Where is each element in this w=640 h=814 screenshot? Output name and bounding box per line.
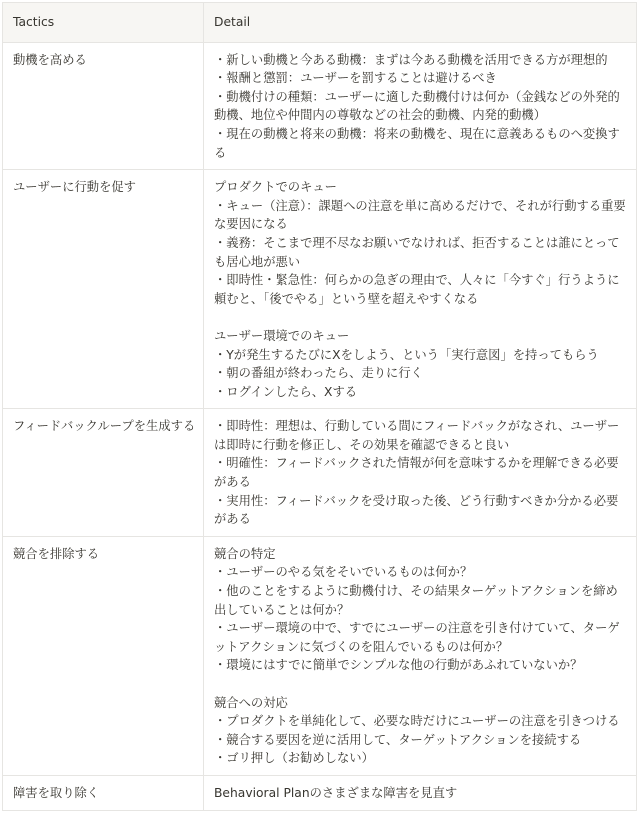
detail-line: ・ユーザー環境の中で、すでにユーザーの注意を引き付けていて、ターゲットアクションに気づくのを阻んでいるものは何か？ bbox=[214, 621, 620, 654]
detail-cell bbox=[204, 536, 637, 775]
table-row bbox=[3, 42, 637, 170]
detail-spacer bbox=[214, 675, 628, 694]
detail-cell bbox=[204, 775, 637, 810]
tactic-cell: フィードバックループを生成する bbox=[3, 409, 204, 537]
tactic-cell: 障害を取り除く bbox=[3, 775, 204, 810]
tactic-cell: 動機を高める bbox=[3, 42, 204, 170]
detail-line: ・即時性：理想は、行動している間にフィードバックがなされ、ユーザーは即時に行動を修正し、その効果を確認できると良い bbox=[214, 419, 620, 452]
header-tactics: Tactics bbox=[3, 3, 204, 43]
detail-line: ・ゴリ押し（お勧めしない） bbox=[214, 751, 374, 766]
detail-line: ・ログインしたら、Xする bbox=[214, 384, 358, 399]
detail-line: ・新しい動機と今ある動機：まずは今ある動機を活用できる方が理想的 bbox=[214, 52, 608, 67]
detail-spacer bbox=[214, 308, 628, 327]
tactics-table bbox=[2, 2, 637, 811]
header-row bbox=[3, 3, 637, 43]
table-row bbox=[3, 775, 637, 810]
detail-line: Behavioral Planのさまざまな障害を見直す bbox=[214, 785, 458, 800]
detail-cell bbox=[204, 170, 637, 409]
detail-line: ・プロダクトを単純化して、必要な時だけにユーザーの注意を引きつける bbox=[214, 714, 620, 729]
detail-line: ・報酬と懲罰：ユーザーを罰することは避けるべき bbox=[214, 71, 497, 86]
detail-line: 競合への対応 bbox=[214, 695, 288, 710]
detail-line: ・他のことをするように動機付け、その結果ターゲットアクションを締め出していることは何か？ bbox=[214, 584, 618, 617]
detail-line: ・キュー（注意）：課題への注意を単に高めるだけで、それが行動する重要な要因になる bbox=[214, 198, 626, 232]
detail-line: ・Yが発生するたびにXをしよう、という「実行意図」を持ってもらう bbox=[214, 347, 599, 362]
detail-line: ・競合する要因を逆に活用して、ターゲットアクションを接続する bbox=[214, 732, 582, 747]
detail-line: ・明確性：フィードバックされた情報が何を意味するかを理解できる必要がある bbox=[214, 456, 619, 490]
detail-line: ・即時性・緊急性：何らかの急ぎの理由で、人々に「今すぐ」行うように頼むと、「後でやる」という壁を超えやすくなる bbox=[214, 273, 620, 306]
tactic-cell: ユーザーに行動を促す bbox=[3, 170, 204, 409]
table-row bbox=[3, 409, 637, 537]
tactic-cell: 競合を排除する bbox=[3, 536, 204, 775]
table-row bbox=[3, 536, 637, 775]
detail-line: 競合の特定 bbox=[214, 546, 276, 561]
detail-line: プロダクトでのキュー bbox=[214, 180, 337, 195]
detail-cell bbox=[204, 42, 637, 170]
detail-line: ・動機付けの種類：ユーザーに適した動機付けは何か（金銭などの外発的動機、地位や仲間内の尊敬などの社会的動機、内発的動機） bbox=[214, 89, 620, 123]
detail-line: ・ユーザーのやる気をそいでいるものは何か？ bbox=[214, 565, 473, 580]
detail-cell bbox=[204, 409, 637, 537]
header-detail: Detail bbox=[204, 3, 637, 43]
table-header bbox=[3, 3, 637, 43]
detail-line: ・実用性：フィードバックを受け取った後、どう行動すべきか分かる必要がある bbox=[214, 493, 619, 527]
detail-line: ・朝の番組が終わったら、走りに行く bbox=[214, 366, 423, 381]
detail-line: ユーザー環境でのキュー bbox=[214, 328, 350, 343]
table-row bbox=[3, 170, 637, 409]
table-body bbox=[3, 42, 637, 810]
detail-line: ・現在の動機と将来の動機：将来の動機を、現在に意義あるものへ変換する bbox=[214, 126, 620, 160]
detail-line: ・義務：そこまで理不尽なお願いでなければ、拒否することは誰にとっても居心地が悪い bbox=[214, 235, 620, 269]
detail-line: ・環境にはすでに簡単でシンプルな他の行動があふれていないか？ bbox=[214, 658, 583, 673]
